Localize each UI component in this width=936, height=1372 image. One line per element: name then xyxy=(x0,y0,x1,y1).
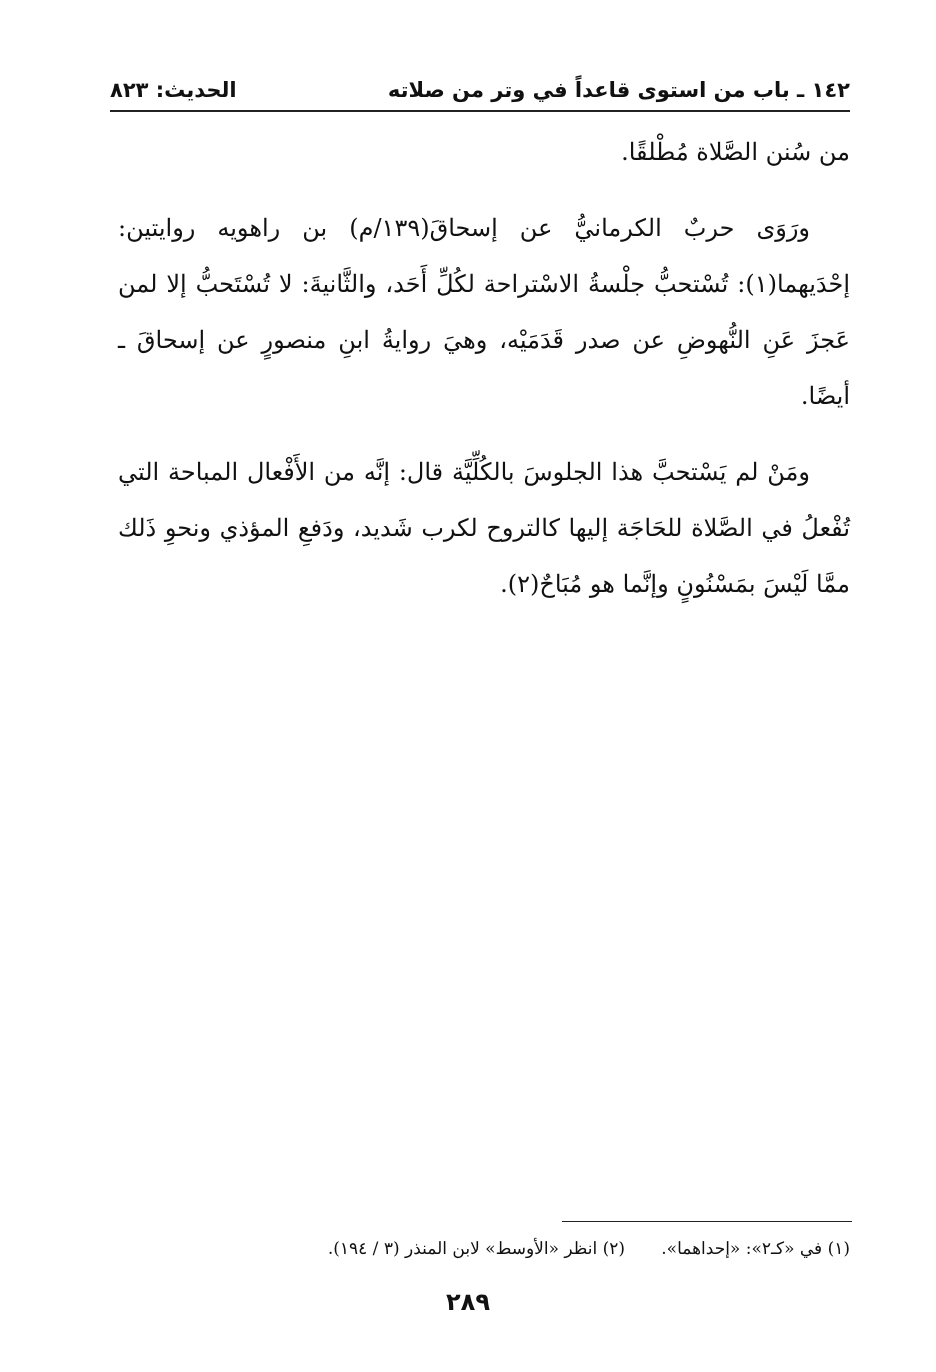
paragraph-3: ومَنْ لم يَسْتحبَّ هذا الجلوسَ بالكُلِّيَّة قال: إنَّه من الأَفْعال المباحة التي تُفْعلُ في الصَّلاة للحَاجَة إليها كالتروح لكرب شَديد، ودَفعِ المؤذي ونحوِ ذَلك ممَّا لَيْسَ بمَسْنُونٍ وإنَّما هو مُبَاحٌ(٢). xyxy=(118,458,851,598)
footnotes xyxy=(200,1234,850,1266)
paragraph-2: ورَوَى حربٌ الكرمانيُّ عن إسحاقَ(١٣٩/م) بن راهويه روايتين: إحْدَيهما(١): تُسْتحبُّ جلْسةُ الاسْتراحة لكُلِّ أَحَد، والثَّانيةَ: لا تُسْتَحبُّ إلا لمن عَجزَ عَنِ النُّهوضِ عن صدر قَدَمَيْه، وهيَ روايةُ ابنِ منصورٍ عن إسحاقَ ـ أيضًا. xyxy=(118,214,850,410)
hadith-number: الحديث: ٨٢٣ xyxy=(110,78,237,102)
running-header xyxy=(110,70,850,110)
footnote-divider xyxy=(562,1221,852,1222)
chapter-title: ١٤٢ ـ باب من استوى قاعداً في وتر من صلاته xyxy=(387,78,850,102)
paragraph-1: من سُنن الصَّلاة مُطْلقًا. xyxy=(621,138,850,166)
footnote-1: (١) في «كـ٢»: «إحداهما». xyxy=(661,1239,850,1259)
header-divider xyxy=(110,110,850,112)
footnote-2: (٢) انظر «الأوسط» لابن المنذر (٣ / ١٩٤). xyxy=(327,1239,625,1259)
main-text xyxy=(118,124,850,612)
page-number: ٢٨٩ xyxy=(446,1288,490,1316)
